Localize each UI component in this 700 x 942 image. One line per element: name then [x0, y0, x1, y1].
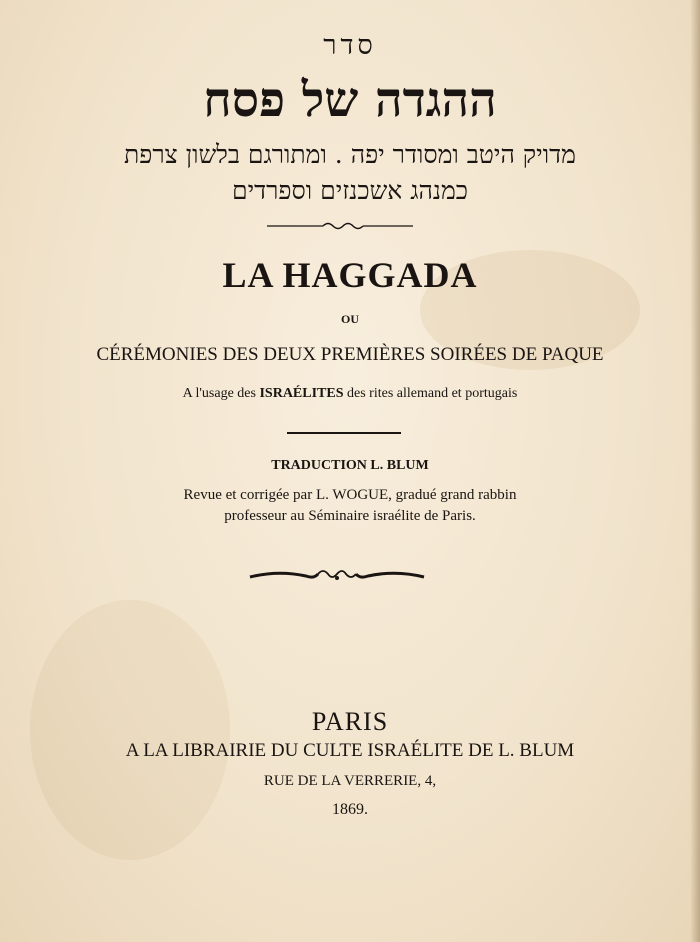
imprint-publisher: A LA LIBRAIRIE DU CULTE ISRAÉLITE DE L. BLUM — [125, 740, 575, 761]
divider-rule — [287, 432, 401, 434]
usage-bold: ISRAÉLITES — [259, 386, 344, 401]
hebrew-line-1: מדויק היטב ומסודר יפה . ומתורגם בלשון צרפת — [124, 140, 576, 169]
hebrew-title: ההגדה של פסח — [203, 72, 497, 128]
hebrew-line-2: כמנהג אשכנזים וספרדים — [231, 176, 469, 205]
translation-label: TRADUCTION — [271, 458, 371, 473]
french-title: LA HAGGADA — [222, 255, 478, 295]
revised-line-1: Revue et corrigée par L. WOGUE, gradué grand rabbin — [183, 487, 517, 503]
imprint-address: RUE DE LA VERRERIE, 4, — [263, 773, 437, 789]
large-ornament — [248, 566, 426, 586]
small-ornament — [265, 219, 415, 233]
usage-suffix: des rites allemand et portugais — [343, 386, 518, 401]
hebrew-seder: סדר — [323, 30, 377, 61]
translator-name: L. BLUM — [370, 458, 429, 473]
french-subtitle: CÉRÉMONIES DES DEUX PREMIÈRES SOIRÉES DE PAQUE — [96, 344, 604, 365]
imprint-city: PARIS — [311, 707, 389, 736]
imprint-year: 1869. — [332, 801, 368, 818]
french-ou: OU — [341, 312, 359, 326]
usage-prefix: A l'usage des — [182, 386, 260, 401]
translation-line — [0, 458, 700, 474]
revised-line-2: professeur au Séminaire israélite de Paris. — [224, 508, 476, 524]
usage-line — [0, 386, 700, 402]
